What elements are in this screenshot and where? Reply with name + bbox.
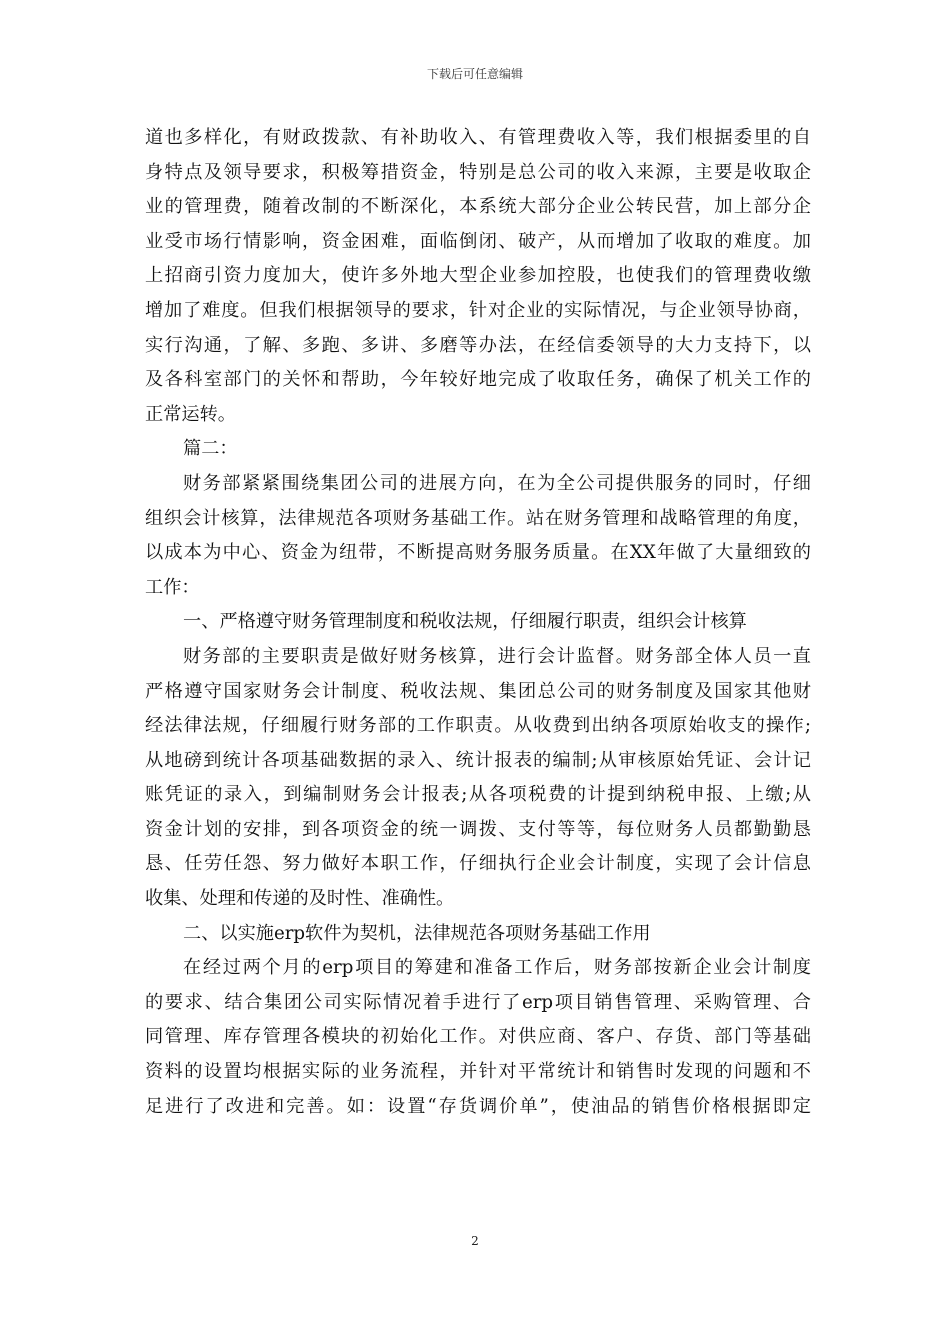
section-heading: 二、以实施erp软件为契机，法律规范各项财务基础工作用 [183,922,651,944]
text-line: 财务部的主要职责是做好财务核算，进行会计监督。财务部全体人员一直 [183,645,811,667]
page-header: 下载后可任意编辑 [426,67,523,81]
section-heading: 篇二： [183,438,238,460]
text-line: 实行沟通，了解、多跑、多讲、多磨等办法，在经信委领导的大力支持下，以 [145,334,811,356]
text-line: 的要求、结合集团公司实际情况着手进行了erp项目销售管理、采购管理、合 [145,991,811,1013]
text-line: 道也多样化，有财政拨款、有补助收入、有管理费收入等，我们根据委里的自 [145,127,811,148]
text-line: 上招商引资力度加大，使许多外地大型企业参加控股，也使我们的管理费收缴 [145,265,811,287]
text-line: 正常运转。 [145,403,236,425]
text-line: 经法律法规，仔细履行财务部的工作职责。从收费到出纳各项原始收支的操作; [145,715,811,737]
text-line: 在经过两个月的erp项目的筹建和准备工作后，财务部按新企业会计制度 [183,957,811,979]
text-line: 从地磅到统计各项基础数据的录入、统计报表的编制;从审核原始凭证、会计记 [145,749,811,771]
text-line: 及各科室部门的关怀和帮助，今年较好地完成了收取任务，确保了机关工作的 [145,369,811,391]
text-line: 资料的设置均根据实际的业务流程，并针对平常统计和销售时发现的问题和不 [145,1061,811,1083]
text-line: 身特点及领导要求，积极筹措资金，特别是总公司的收入来源，主要是收取企 [145,161,811,183]
text-line: 严格遵守国家财务会计制度、税收法规、集团总公司的财务制度及国家其他财 [145,680,811,702]
text-line: 增加了难度。但我们根据领导的要求，针对企业的实际情况，与企业领导协商， [145,299,811,321]
section-heading: 一、严格遵守财务管理制度和税收法规，仔细履行职责，组织会计核算 [183,611,747,633]
document-body [145,121,811,1124]
text-line: 足进行了改进和完善。如：设置“存货调价单”，使油品的销售价格根据即定 [145,1095,811,1117]
page-number: 2 [471,1234,479,1248]
text-line: 以成本为中心、资金为纽带，不断提高财务服务质量。在XX年做了大量细致的 [145,542,811,564]
text-line: 组织会计核算，法律规范各项财务基础工作。站在财务管理和战略管理的角度， [145,507,811,529]
text-line: 同管理、库存管理各模块的初始化工作。对供应商、客户、存货、部门等基础 [145,1026,811,1048]
text-line: 工作： [145,576,200,598]
text-line: 资金计划的安排，到各项资金的统一调拨、支付等等，每位财务人员都勤勤恳 [145,818,811,840]
text-line: 业的管理费，随着改制的不断深化，本系统大部分企业公转民营，加上部分企 [145,196,811,218]
text-line: 恳、任劳任怨、努力做好本职工作，仔细执行企业会计制度，实现了会计信息 [145,853,811,875]
text-line: 业受市场行情影响，资金困难，面临倒闭、破产，从而增加了收取的难度。加 [145,230,811,252]
text-line: 账凭证的录入，到编制财务会计报表;从各项税费的计提到纳税申报、上缴;从 [145,784,811,806]
text-line: 财务部紧紧围绕集团公司的进展方向，在为全公司提供服务的同时，仔细 [183,472,811,494]
text-line: 收集、处理和传递的及时性、准确性。 [145,888,455,910]
